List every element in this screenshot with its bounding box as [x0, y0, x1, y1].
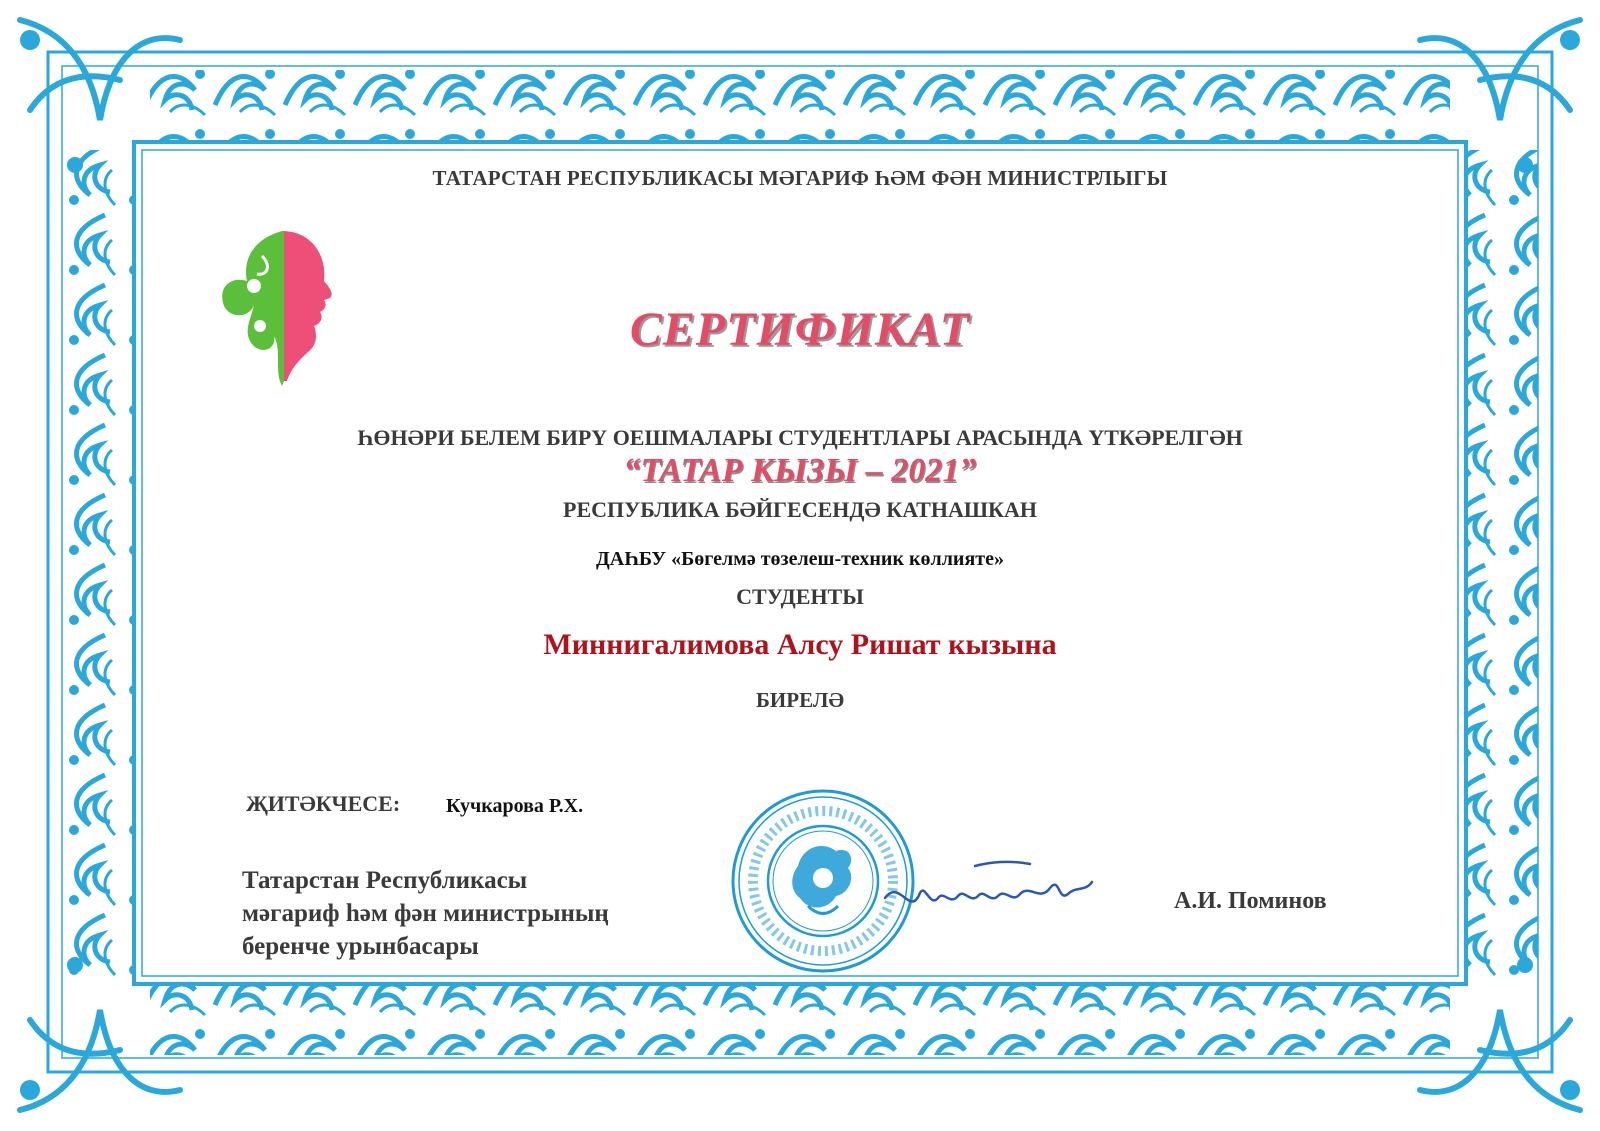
tatar-girl-logo-icon: [212, 226, 352, 396]
recipient-name: Миннигалимова Алсу Ришат кызына: [543, 628, 1057, 661]
leader-label: ҖИТӘКЧЕСЕ:: [246, 791, 401, 816]
given-label: БИРЕЛӘ: [756, 688, 844, 712]
description-line-1: ҺӨНӘРИ БЕЛЕМ БИРҮ ОЕШМАЛАРЫ СТУДЕНТЛАРЫ АРАСЫНДА ҮТКӘРЕЛГӘН: [357, 425, 1243, 450]
certificate-title: СЕРТИФИКАТ: [629, 303, 971, 356]
signatory-position-line-1: Татарстан Республикасы: [242, 867, 528, 894]
leader-name: Кучкарова Р.Х.: [446, 795, 584, 817]
students-label: СТУДЕНТЫ: [736, 584, 864, 609]
signatory-position-line-3: беренче урынбасары: [242, 933, 479, 960]
signatory-position: [242, 864, 702, 963]
description-line-3: РЕСПУБЛИКА БӘЙГЕСЕНДӘ КАТНАШКАН: [563, 497, 1037, 522]
signatory-position-line-2: мәгариф һәм фән министрының: [242, 900, 609, 927]
contest-name: “ТАТАР КЫЗЫ – 2021”: [623, 452, 977, 489]
college-name: ДАҺБУ «Бөгелмә төзелеш-техник көллияте»: [596, 548, 1004, 570]
handwritten-signature-icon: [880, 858, 1100, 928]
signatory-name: А.И. Поминов: [1174, 888, 1327, 914]
ministry-header: ТАТАРСТАН РЕСПУБЛИКАСЫ МӘГАРИФ ҺӘМ ФӘН МИНИСТРЛЫГЫ: [432, 166, 1168, 190]
